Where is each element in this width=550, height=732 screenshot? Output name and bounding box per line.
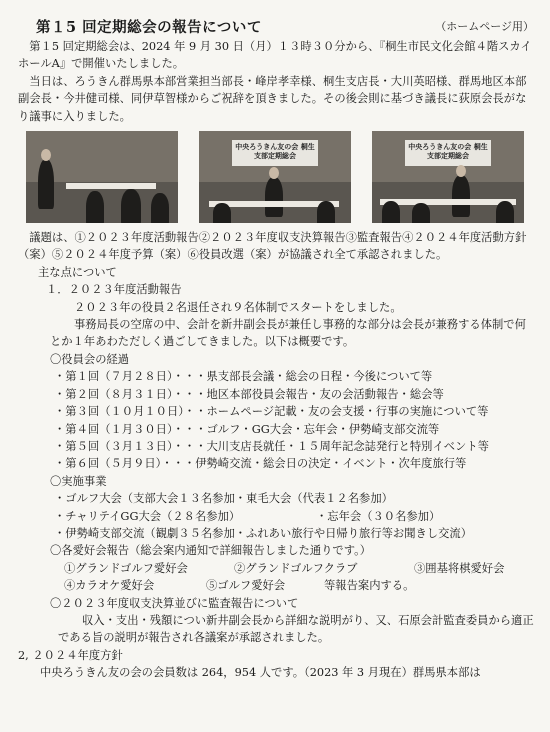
photo-banner: 中央ろうきん友の会 桐生支部定期総会	[232, 140, 317, 166]
list-item: ・第５回（３月１３日）・・・大川支店長就任・１５周年記念誌発行と特別イベント等	[54, 439, 489, 453]
list-item: ・第６回（５月９日）・・・伊勢崎交流・総会日の決定・イベント・次年度旅行等	[54, 457, 467, 471]
charity-gg-item: ・チャリテイGG大会（２８名参加）	[54, 509, 241, 523]
meeting-photo-1	[26, 131, 178, 223]
clubs-heading: 〇各愛好会報告（総会案内通知で詳細報告しました通りです。）	[50, 544, 372, 558]
list-item: ・伊勢崎支部交流（観劇３５名参加・ふれあい旅行や日帰り旅行等お聞きし交流）	[54, 526, 472, 540]
club-item: ④カラオケ愛好会	[64, 579, 155, 593]
list-item: ・第３回（１０月１０日）・・ホームページ記載・友の会支援・行事の実施について等	[54, 405, 489, 419]
meeting-photo-3	[372, 131, 524, 223]
audit-heading: 〇２０２３年度収支決算並びに監査報告について	[50, 596, 299, 610]
year-end-party-item: ・忘年会（３０名参加）	[316, 509, 441, 523]
meetings-list	[18, 368, 534, 472]
header	[18, 14, 534, 38]
section1-paragraph-1: ２０２３年の役員２名退任され９名体制でスタートをしました。	[74, 300, 402, 314]
club-note: 等報告案内する。	[324, 579, 415, 593]
clubs-row-1	[18, 560, 534, 577]
photo-strip	[26, 131, 524, 223]
page-title: 第１5 回定期総会の報告について	[36, 19, 262, 36]
projects-heading: 〇実施事業	[50, 474, 107, 488]
meetings-heading: 〇役員会の経過	[50, 352, 130, 366]
section2-paragraph-1: 中央ろうきん友の会の会員数は 264，954 人です。（2023 年 3 月現在）群馬県本部は	[40, 666, 481, 680]
club-item: ③囲基将棋愛好会	[414, 561, 505, 575]
photo-banner: 中央ろうきん友の会 桐生支部定期総会	[405, 140, 490, 166]
main-points-label: 主な点について	[38, 265, 117, 279]
intro-paragraph-1: 第１5 回定期総会は、2024 年 9 月 30 日（月）１３時３０分から、『桐生市民文化会館４階スカイホールA』で開催いたしました。	[18, 40, 532, 71]
clubs-row-2	[18, 577, 534, 594]
section1-paragraph-2: 事務局長の空席の中、会計を新井副会長が兼任し事務的な部分は会長が兼務する体制で何とか１年あわただしく過ごしてきました。以下は概要です。	[50, 318, 526, 349]
projects-list	[18, 490, 534, 542]
section2-heading: 2, ２０２４年度方針	[18, 648, 123, 662]
section1-heading: １．２０２３年度活動報告	[46, 283, 182, 297]
intro-paragraph-2: 当日は、ろうきん群馬県本部営業担当部長・峰岸孝幸様、桐生支店長・大川英昭様、群馬地区本部副会長・今井健司様、同伊草智様からご祝辞を頂きました。その後会則に基づき議長に荻原会長がなり議事に入りました。	[18, 74, 527, 123]
audit-paragraph: 収入・支出・残額につい新井副会長から詳細な説明がり、又、石原会計監査委員から適正である旨の説明が報告され各議案が承認されました。	[58, 613, 534, 645]
list-item	[18, 508, 534, 525]
homepage-tag: （ホームページ用）	[435, 20, 534, 33]
list-item: ・第４回（１月３０日）・・・ゴルフ・GG大会・忘年会・伊勢崎支部交流等	[54, 422, 440, 436]
meeting-photo-2	[199, 131, 351, 223]
club-item: ①グランドゴルフ愛好会	[64, 561, 188, 575]
list-item: ・第１回（７月２８日）・・・県支部長会議・総会の日程・今後について等	[54, 370, 433, 384]
list-item: ・第２回（８月３１日）・・・地区本部役員会報告・友の会活動報告・総会等	[54, 387, 444, 401]
club-item: ②グランドゴルフクラブ	[234, 561, 358, 575]
agenda-paragraph: 議題は、①２０２３年度活動報告②２０２３年度収支決算報告③監査報告④２０２４年度活動方針（案）⑤２０２４年度予算（案）⑥役員改選（案）が協議され全て承認されました。	[18, 231, 527, 262]
club-item: ⑤ゴルフ愛好会	[206, 579, 286, 593]
list-item: ・ゴルフ大会（支部大会１３名参加・東毛大会（代表１２名参加）	[54, 492, 393, 506]
